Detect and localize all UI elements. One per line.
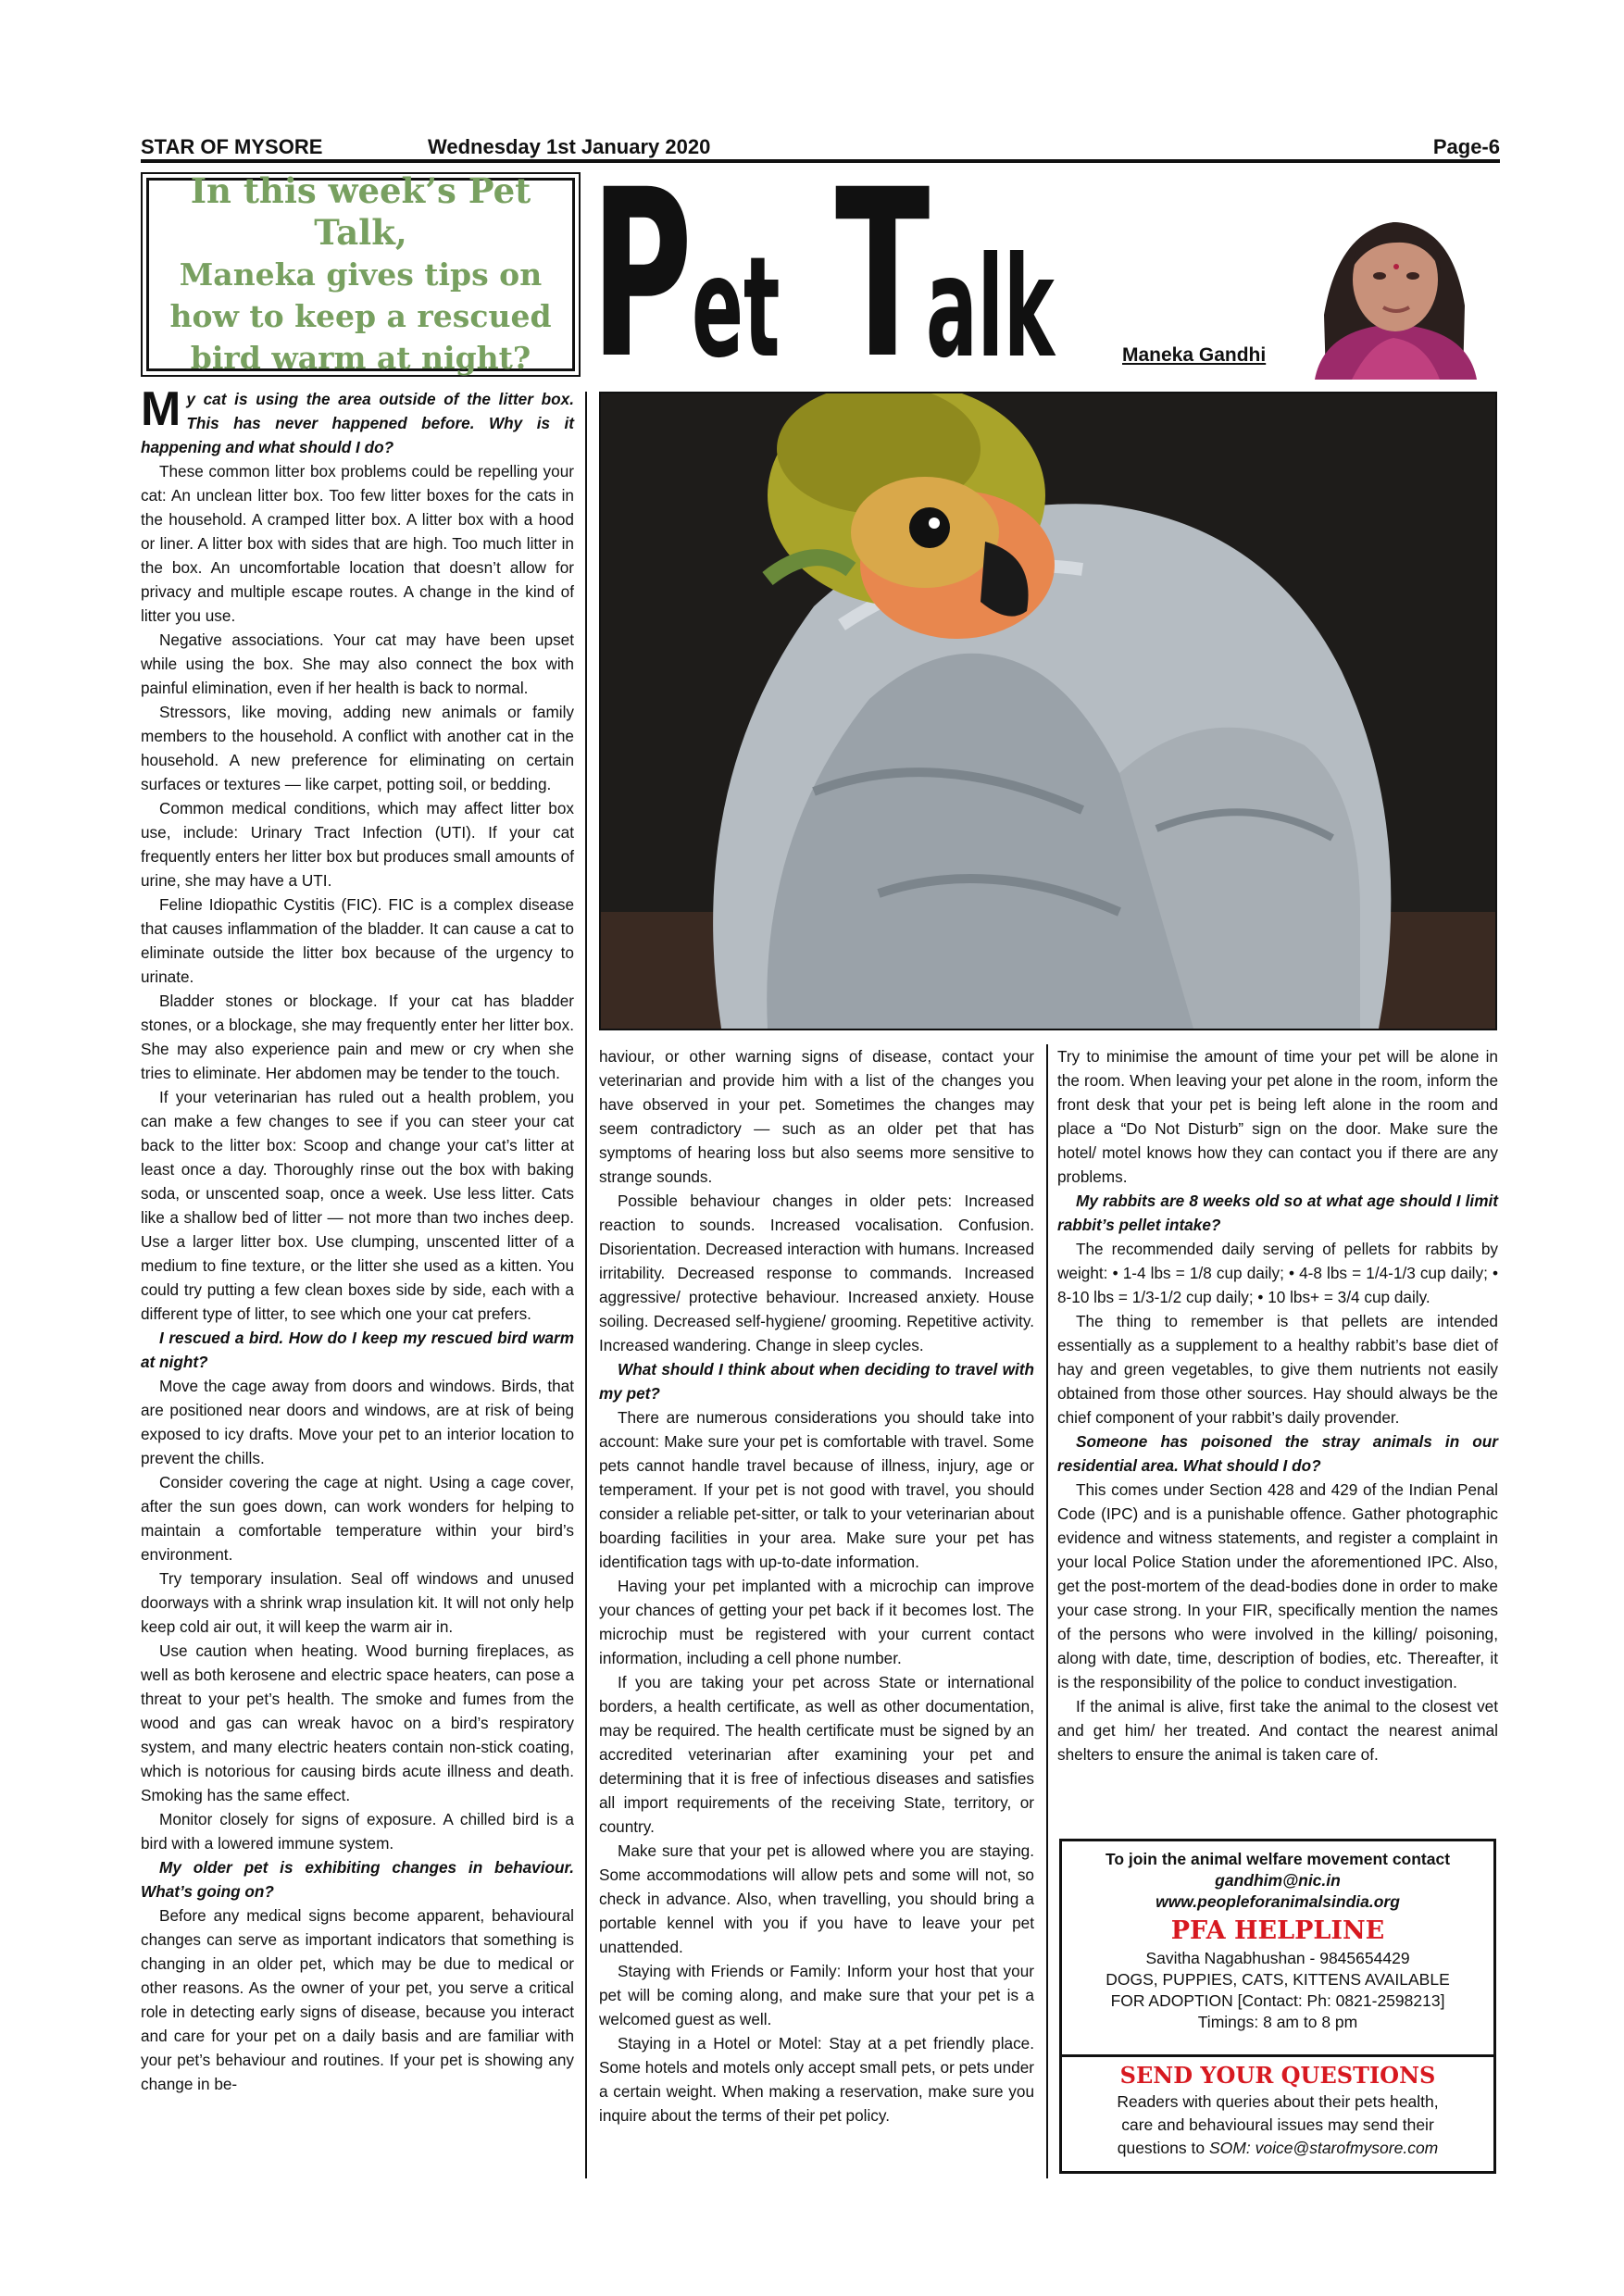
article-column-1: [141, 382, 574, 2096]
helpline-timings: Timings: 8 am to 8 pm: [1197, 2013, 1358, 2031]
send-line-3: [1071, 2137, 1484, 2160]
paragraph: Common medical conditions, which may affect litter box use, include: Urinary Tract Infection (UTI). If your cat frequently enters her litter box but produces small amounts of urine, she may have a UTI.: [141, 799, 574, 890]
paragraph: Consider covering the cage at night. Using a cage cover, after the sun goes down, can work wonders for helping to maintain a comfortable temperature within your bird’s environment.: [141, 1473, 574, 1564]
masthead-letter-t: T: [835, 165, 931, 378]
adoption-line-2: FOR ADOPTION [Contact: Ph: 0821-2598213]: [1110, 1991, 1445, 2010]
send-questions-title: SEND YOUR QUESTIONS: [1119, 2062, 1436, 2089]
masthead-letters-alk: alk: [926, 228, 1055, 378]
author-portrait: [1287, 167, 1500, 380]
question-rabbit-pellets: My rabbits are 8 weeks old so at what age should I limit rabbit’s pellet intake?: [1057, 1192, 1498, 1234]
helpline-person: Savitha Nagabhushan - 9845654429: [1145, 1949, 1410, 1967]
join-line: To join the animal welfare movement contact: [1105, 1850, 1451, 1868]
column-masthead: [585, 165, 1113, 378]
adoption-line-1: DOGS, PUPPIES, CATS, KITTENS AVAILABLE: [1106, 1970, 1450, 1989]
column-rule-2: [1046, 1044, 1048, 2178]
paragraph: These common litter box problems could be repelling your cat: An unclean litter box. Too few litter boxes for the cats in the household. A cramped litter box. A litter box with a hood or liner. A litter box with sides that are high. Too much litter in the box. An uncomfortable location that doesn’t allow for privacy and multiple escape routes. A change in the kind of litter you use.: [141, 462, 574, 625]
send-line-2: care and behavioural issues may send their: [1121, 2115, 1434, 2134]
paragraph: This comes under Section 428 and 429 of the Indian Penal Code (IPC) and is a punishable offence. Gather photographic evidence and witness statements, and register a complaint in your local Police Station under the aforementioned IPC. Also, get the post-mortem of the dead-bodies done in order to make your case strong. In your FIR, specifically mention the names of the persons who were involved in the killing/ poisoning, along with date, time, description of bodies, etc. Thereafter, it is the responsibility of the police to conduct investigation.: [1057, 1480, 1498, 1691]
paragraph: If your veterinarian has ruled out a health problem, you can make a few changes to see if you can steer your cat back to the litter box: Scoop and change your cat’s litter at least once a day. Thoroughly rinse out the box with baking soda, or unscented soap, once a week. Use less litter. Cats like a shallow bed of litter — not more than two inches deep. Use a larger litter box. Use clumping, unscented litter of a medium to fine texture, or the litter she used as a kitten. You could try putting a few clean boxes side by side, each with a different type of litter, to see which one your cat prefers.: [141, 1088, 574, 1323]
teaser-line-2: Maneka gives tips on: [179, 256, 543, 293]
article-column-3: [1057, 1044, 1498, 1766]
teaser-line-1: In this week’s Pet Talk,: [190, 170, 531, 253]
paragraph: Make sure that your pet is allowed where you are staying. Some accommodations will allow pets and some will not, so check in advance. Also, when travelling, you should bring a portable kennel with you if you have to leave your pet unattended.: [599, 1841, 1034, 1956]
paragraph: Monitor closely for signs of exposure. A chilled bird is a bird with a lowered immune system.: [141, 1810, 574, 1853]
helpline-section: [1062, 1841, 1493, 2054]
masthead-letters-et: et: [692, 228, 781, 378]
paragraph: Before any medical signs become apparent, behavioural changes can serve as important indicators that something is changing in an older pet, which may be due to medical or other reasons. As the owner of your pet, you serve a critical role in detecting early signs of disease, because you interact and care for your pet on a daily basis and are familiar with your pet’s behaviour and routines. If your pet is showing any change in be-: [141, 1906, 574, 2093]
paragraph: Negative associations. Your cat may have been upset while using the box. She may also connect the box with painful elimination, even if her health is back to normal.: [141, 630, 574, 697]
bird-photo: [599, 392, 1497, 1030]
question-older-pet: My older pet is exhibiting changes in behaviour. What’s going on?: [141, 1858, 574, 1901]
page-header: [141, 133, 1500, 163]
question-travel: What should I think about when deciding to travel with my pet?: [599, 1360, 1034, 1403]
paragraph: Feline Idiopathic Cystitis (FIC). FIC is a complex disease that causes inflammation of the bladder. It can cause a cat to eliminate outside the litter box because of the urgency to urinate.: [141, 895, 574, 986]
drop-cap: M: [141, 382, 181, 436]
helpline-title: PFA HELPLINE: [1170, 1916, 1385, 1945]
paragraph: Bladder stones or blockage. If your cat has bladder stones, or a blockage, she may frequently enter her litter box. She may also experience pain and mew or cry when she tries to eliminate. Her abdomen may be tender to the touch.: [141, 992, 574, 1082]
paragraph: haviour, or other warning signs of disease, contact your veterinarian and provide him with a list of the changes you have observed in your pet. Sometimes the changes may seem contradictory — such as an older pet that has symptoms of hearing loss but also seems more sensitive to strange sounds.: [599, 1047, 1034, 1186]
paragraph: Move the cage away from doors and windows. Birds, that are positioned near doors and windows, are at risk of being exposed to icy drafts. Move your pet to an interior location to prevent the chills.: [141, 1377, 574, 1467]
author-portrait-illustration: [1287, 167, 1500, 380]
contact-box: [1059, 1839, 1496, 2174]
contact-website[interactable]: www.peopleforanimalsindia.org: [1156, 1892, 1400, 1911]
send-prefix: questions to: [1117, 2139, 1206, 2157]
page-number: Page-6: [1432, 135, 1500, 158]
paragraph: Staying in a Hotel or Motel: Stay at a pet friendly place. Some hotels and motels only accept small pets, or pets under a certain weight. When making a reservation, make sure you inquire about the terms of their pet policy.: [599, 2034, 1034, 2125]
teaser-inner: [146, 170, 575, 376]
paragraph: Having your pet implanted with a microchip can improve your chances of getting your pet back if it becomes lost. The microchip must be registered with your current contact information, including a cell phone number.: [599, 1577, 1034, 1667]
send-email[interactable]: : voice@starofmysore.com: [1245, 2139, 1439, 2157]
send-som: SOM: [1208, 2139, 1246, 2157]
teaser-box: [141, 172, 581, 377]
paragraph: Try to minimise the amount of time your pet will be alone in the room. When leaving your pet alone in the room, inform the front desk that your pet is being left alone in the room and place a “Do Not Disturb” sign on the door. Make sure the hotel/ motel knows how they can contact you if there are any problems.: [1057, 1047, 1498, 1186]
teaser-line-3: how to keep a rescued: [169, 298, 552, 334]
lovebird-in-blanket-illustration: [601, 393, 1495, 1029]
paragraph: Staying with Friends or Family: Inform your host that your pet will be coming along, and make sure that your pet is a welcomed guest as well.: [599, 1962, 1034, 2028]
question-cat-litter: y cat is using the area outside of the litter box. This has never happened before. Why is it happening and what should I do?: [141, 390, 574, 456]
publication-name: STAR OF MYSORE: [141, 135, 323, 158]
article-column-2: [599, 1044, 1034, 2128]
question-rescued-bird: I rescued a bird. How do I keep my rescued bird warm at night?: [141, 1329, 574, 1371]
paragraph: Use caution when heating. Wood burning fireplaces, as well as both kerosene and electric space heaters, can pose a threat to your pet’s health. The smoke and fumes from the wood and gas can wreak havoc on a bird’s respiratory system, and many electric heaters contain non-stick coating, which is notorious for causing birds acute illness and death. Smoking has the same effect.: [141, 1641, 574, 1804]
teaser-line-4: bird warm at night?: [190, 340, 531, 376]
paragraph: If the animal is alive, first take the animal to the closest vet and get him/ her treated. And contact the nearest animal shelters to ensure the animal is taken care of.: [1057, 1697, 1498, 1764]
paragraph: The recommended daily serving of pellets for rabbits by weight: • 1-4 lbs = 1/8 cup daily; • 4-8 lbs = 1/4-1/3 cup daily; • 8-10 lbs = 1/3-1/2 cup daily; • 10 lbs+ = 3/4 cup daily.: [1057, 1240, 1498, 1306]
paragraph: Possible behaviour changes in older pets: Increased reaction to sounds. Increased vocalisation. Confusion. Disorientation. Decreased interaction with humans. Increased irritability. Decreased response to commands. Increased aggressive/ protective behaviour. Increased anxiety. House soiling. Decreased self-hygiene/ grooming. Repetitive activity. Increased wandering. Change in sleep cycles.: [599, 1192, 1034, 1354]
paragraph: The thing to remember is that pellets are intended essentially as a supplement to a healthy rabbit’s base diet of hay and green vegetables, to give them nutrients not easily obtained from those other sources. Hay should always be the chief component of your rabbit’s daily provender.: [1057, 1312, 1498, 1427]
paragraph: If you are taking your pet across State or international borders, a health certificate, as well as other documentation, may be required. The health certificate must be signed by an accredited veterinarian after examining your pet and determining that it is free of infectious diseases and satisfies all import requirements of the receiving State, territory, or country.: [599, 1673, 1034, 1836]
send-line-1: Readers with queries about their pets health,: [1117, 2092, 1439, 2111]
author-byline: Maneka Gandhi: [1122, 344, 1267, 366]
send-questions-section: [1062, 2057, 1493, 2164]
paragraph: There are numerous considerations you should take into account: Make sure your pet is comfortable with travel. Some pets cannot handle travel because of illness, injury, age or temperament. If your pet is not good with travel, you should consider a reliable pet-sitter, or talk to your veterinarian about boarding facilities in your area. Make sure your pet has identification tags with up-to-date information.: [599, 1408, 1034, 1571]
masthead-letter-p: P: [591, 165, 693, 378]
issue-date: Wednesday 1st January 2020: [428, 135, 711, 158]
contact-email[interactable]: gandhim@nic.in: [1215, 1871, 1341, 1890]
paragraph: Stressors, like moving, adding new animals or family members to the household. A conflict with another cat in the household. A new preference for eliminating on certain surfaces or textures — like carpet, potting soil, or bedding.: [141, 703, 574, 793]
column-rule-1: [585, 392, 587, 2178]
question-poisoned-strays: Someone has poisoned the stray animals in our residential area. What should I do?: [1057, 1432, 1498, 1475]
paragraph: Try temporary insulation. Seal off windows and unused doorways with a shrink wrap insulation kit. It will not only help keep cold air out, it will keep the warm air in.: [141, 1569, 574, 1636]
